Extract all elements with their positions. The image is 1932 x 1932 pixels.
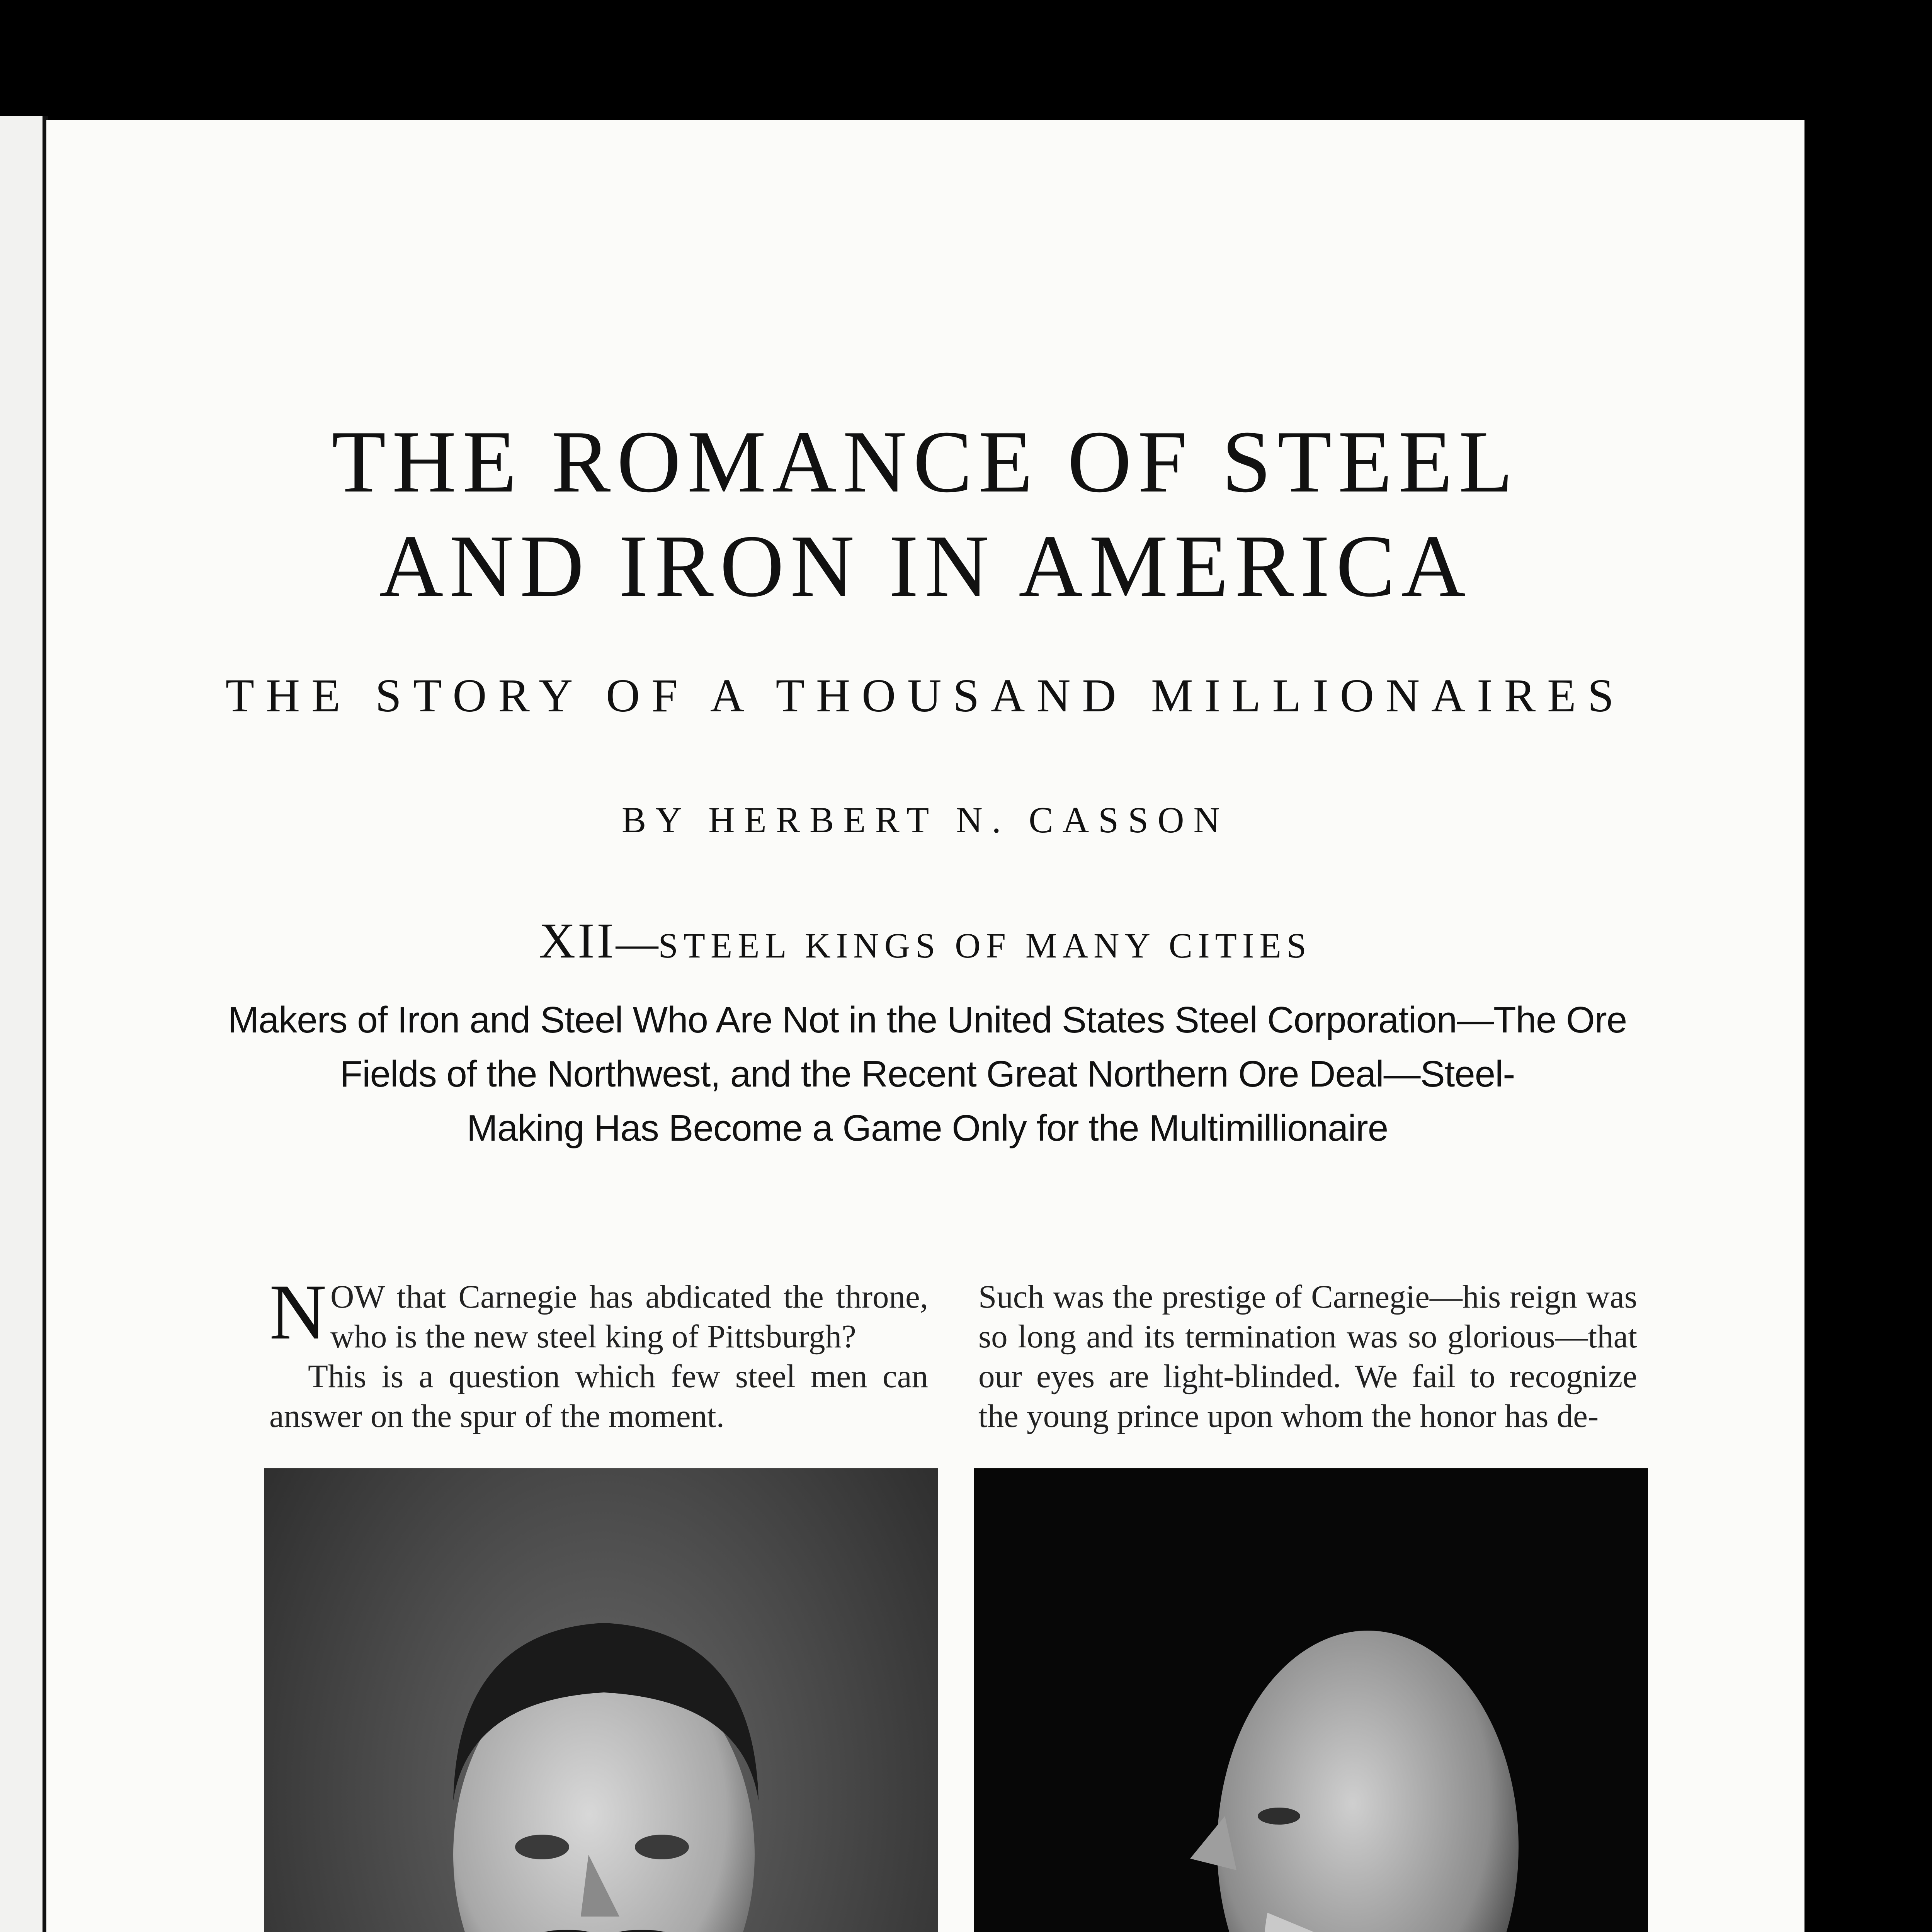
article-title-line-1: THE ROMANCE OF STEEL	[332, 412, 1519, 511]
portrait-zehnder-image	[264, 1468, 938, 1932]
facing-page-edge	[0, 116, 48, 1932]
part-heading	[46, 913, 1804, 969]
author-byline: BY HERBERT N. CASSON	[621, 799, 1230, 840]
body-column-left	[269, 1277, 928, 1493]
portrait-bixby-image	[974, 1468, 1648, 1932]
magazine-page	[46, 120, 1804, 1932]
body-paragraph	[269, 1277, 928, 1357]
portrait-photo-zehnder	[264, 1468, 938, 1932]
body-column-right	[978, 1277, 1637, 1493]
portrait-photo-bixby	[974, 1468, 1648, 1932]
article-deck	[213, 993, 1642, 1155]
article-subtitle: THE STORY OF A THOUSAND MILLIONAIRES	[225, 670, 1626, 722]
deck-line: Making Has Become a Game Only for the Multimillionaire	[466, 1107, 1388, 1149]
part-dash: —	[616, 920, 658, 967]
drop-cap: N	[269, 1277, 327, 1356]
body-paragraph: Such was the prestige of Carnegie—his reign was so long and its termination was so glorious—that our eyes are light-blinded. We fail to recognize the young prince upon whom the honor has de-	[978, 1279, 1637, 1434]
part-number: XII	[539, 913, 616, 969]
part-title: STEEL KINGS OF MANY CITIES	[658, 926, 1312, 965]
body-paragraph: This is a question which few steel men can answer on the spur of the moment.	[269, 1358, 928, 1434]
deck-line: Fields of the Northwest, and the Recent Great Northern Ore Deal—Steel-	[340, 1053, 1515, 1095]
article-title-line-2: AND IRON IN AMERICA	[379, 517, 1472, 615]
body-text: OW that Carnegie has abdicated the throne, who is the new steel king of Pittsburgh?	[330, 1279, 928, 1355]
deck-line: Makers of Iron and Steel Who Are Not in the United States Steel Corporation—The Ore	[228, 999, 1627, 1041]
